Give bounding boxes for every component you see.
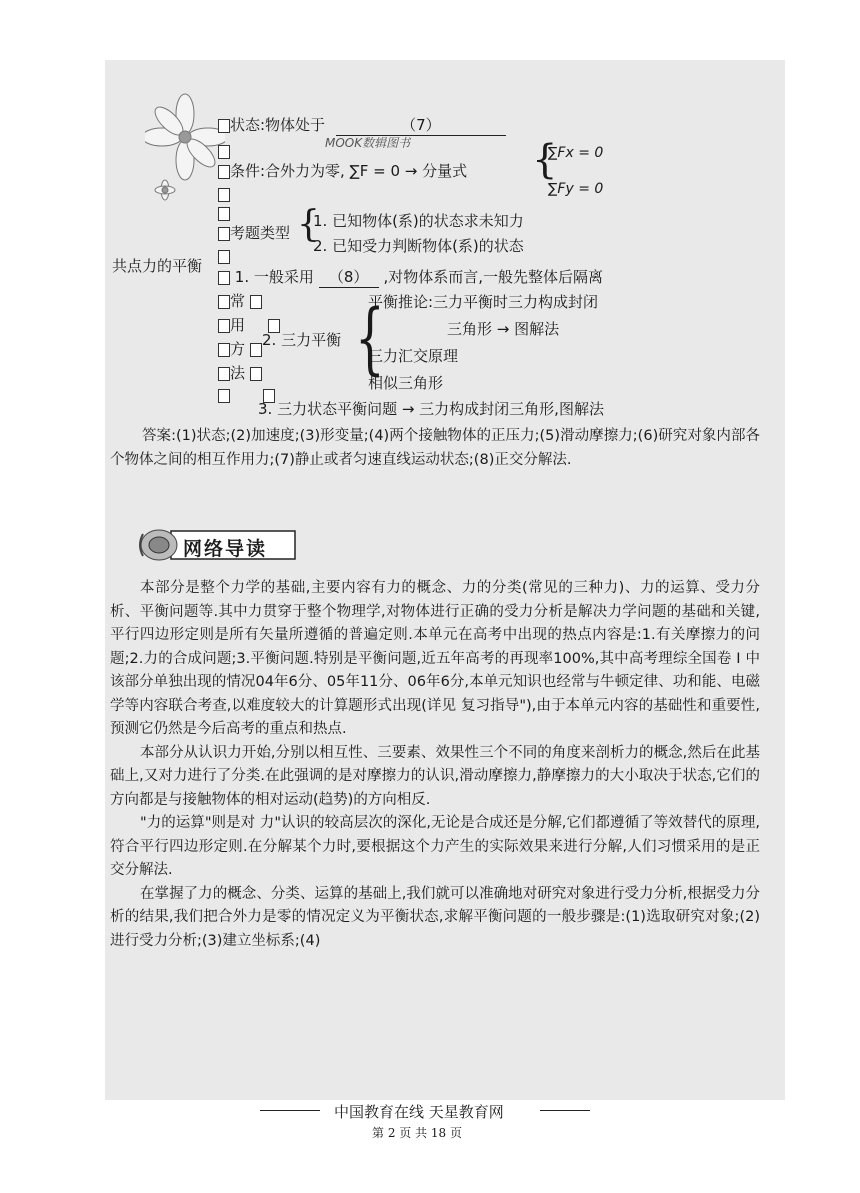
box-column-1 — [218, 141, 230, 160]
method-2-item: 三力汇交原理 — [368, 347, 459, 365]
method-2-item: 平衡推论:三力平衡时三力构成封闭 — [368, 293, 599, 311]
method-3: 3. 三力状态平衡问题 → 三力构成封闭三角形,图解法 — [258, 400, 604, 418]
method-1-prefix: 1. 一般采用 — [234, 268, 314, 286]
question-types-label: 考题类型 — [230, 224, 291, 242]
paragraph-1: 本部分是整个力学的基础,主要内容有力的概念、力的分类(常见的三种力)、力的运算、受力分析、平衡问题等.其中力贯穿于整个物理学,对物体进行正确的受力分析是解决力学问题的基础和关键,平行四边形定则是所有矢量所遵循的普遍定则.本单元在高考中出现的热点内容是:1.有关摩擦力的问题;2.力的合成问题;3.平衡问题.特别是平衡问题,近五年高考的再现率100%,其中高考理综全国卷 Ⅰ 中该部分单独出现的情况04年6分、05年11分、06年6分,本单元知识也经常与牛顿定律、功和能、电磁学等内容联合考查,以难度较大的计算题形式出现(详见 复习指导"),由于本单元内容的基础性和重要性,预测它仍然是今后高考的重点和热点. — [110, 580, 760, 737]
box-row — [218, 203, 230, 222]
footer-rule-right — [540, 1110, 590, 1111]
question-types-line — [218, 222, 290, 243]
condition-formula: ∑F = 0 → 分量式 — [349, 162, 468, 180]
methods-char: 法 — [230, 364, 246, 382]
root-label: 共点力的平衡 — [112, 257, 203, 275]
fx-formula: ∑Fx = 0 — [548, 145, 604, 161]
state-label: 状态:物体处于 — [230, 116, 326, 134]
method-2-label: 2. 三力平衡 — [262, 331, 342, 349]
body-paragraphs — [110, 577, 760, 953]
paragraph-3: "力的运算"则是对 力"认识的较高层次的深化,无论是合成还是分解,它们都遵循了等效替代的原理,符合平行四边形定则.在分解某个力时,要根据这个力产生的实际效果来进行分解,人们习惯采用的是正交分解法. — [110, 815, 760, 878]
footer-sites: 中国教育在线 天星教育网 — [334, 1103, 504, 1121]
brace-method-2: { — [355, 294, 385, 384]
methods-char: 常 — [230, 292, 246, 310]
brace-question-types: { — [297, 204, 320, 245]
question-type-2: 2. 已知受力判断物体(系)的状态 — [313, 237, 524, 255]
methods-char: 用 — [230, 316, 246, 334]
answers-text: 答案:(1)状态;(2)加速度;(3)形变量;(4)两个接触物体的正压力;(5)滑动摩擦力;(6)研究对象内部各个物体之间的相互作用力;(7)静止或者匀速直线运动状态;(8)正交分解法. — [110, 428, 760, 468]
fy-formula: ∑Fy = 0 — [548, 181, 604, 197]
box-row — [218, 246, 230, 265]
page-number: 第 2 页 共 18 页 — [372, 1126, 462, 1140]
condition-line — [218, 160, 467, 181]
method-1-suffix: ,对物体系而言,一般先整体后隔离 — [383, 268, 603, 286]
flower-decoration-icon — [145, 92, 225, 212]
brace-fx-fy: { — [532, 137, 558, 183]
box-row — [218, 184, 230, 203]
section-title: 网络导读 — [183, 538, 268, 560]
methods-char: 方 — [230, 340, 246, 358]
footer-rule-left — [260, 1110, 320, 1111]
paragraph-4: 在掌握了力的概念、分类、运算的基础上,我们就可以准确地对研究对象进行受力分析,根据受力分析的结果,我们把合外力是零的情况定义为平衡状态,求解平衡问题的一般步骤是:(1)选取研究对象;(2)进行受力分析;(3)建立坐标系;(4) — [110, 885, 760, 949]
method-1-line — [218, 266, 603, 288]
answers-paragraph — [110, 425, 760, 472]
state-line — [218, 114, 506, 136]
method-2-item: 三角形 → 图解法 — [447, 320, 560, 338]
method-1-blank: （8） — [319, 266, 379, 288]
paragraph-2: 本部分从认识力开始,分别以相互性、三要素、效果性三个不同的角度来剖析力的概念,然后在此基础上,又对力进行了分类.在此强调的是对摩擦力的认识,滑动摩擦力,静摩擦力的大小取决于状态,它们的方向都是与接触物体的相对运动(趋势)的方向相反. — [110, 744, 760, 808]
condition-label: 条件:合外力为零, — [230, 162, 345, 180]
state-blank: （7） — [336, 114, 506, 136]
question-type-1: 1. 已知物体(系)的状态求未知力 — [313, 212, 524, 230]
watermark-text: MOOK数辑图书 — [325, 136, 411, 150]
method-2-item: 相似三角形 — [368, 374, 444, 392]
section-banner — [135, 522, 297, 564]
